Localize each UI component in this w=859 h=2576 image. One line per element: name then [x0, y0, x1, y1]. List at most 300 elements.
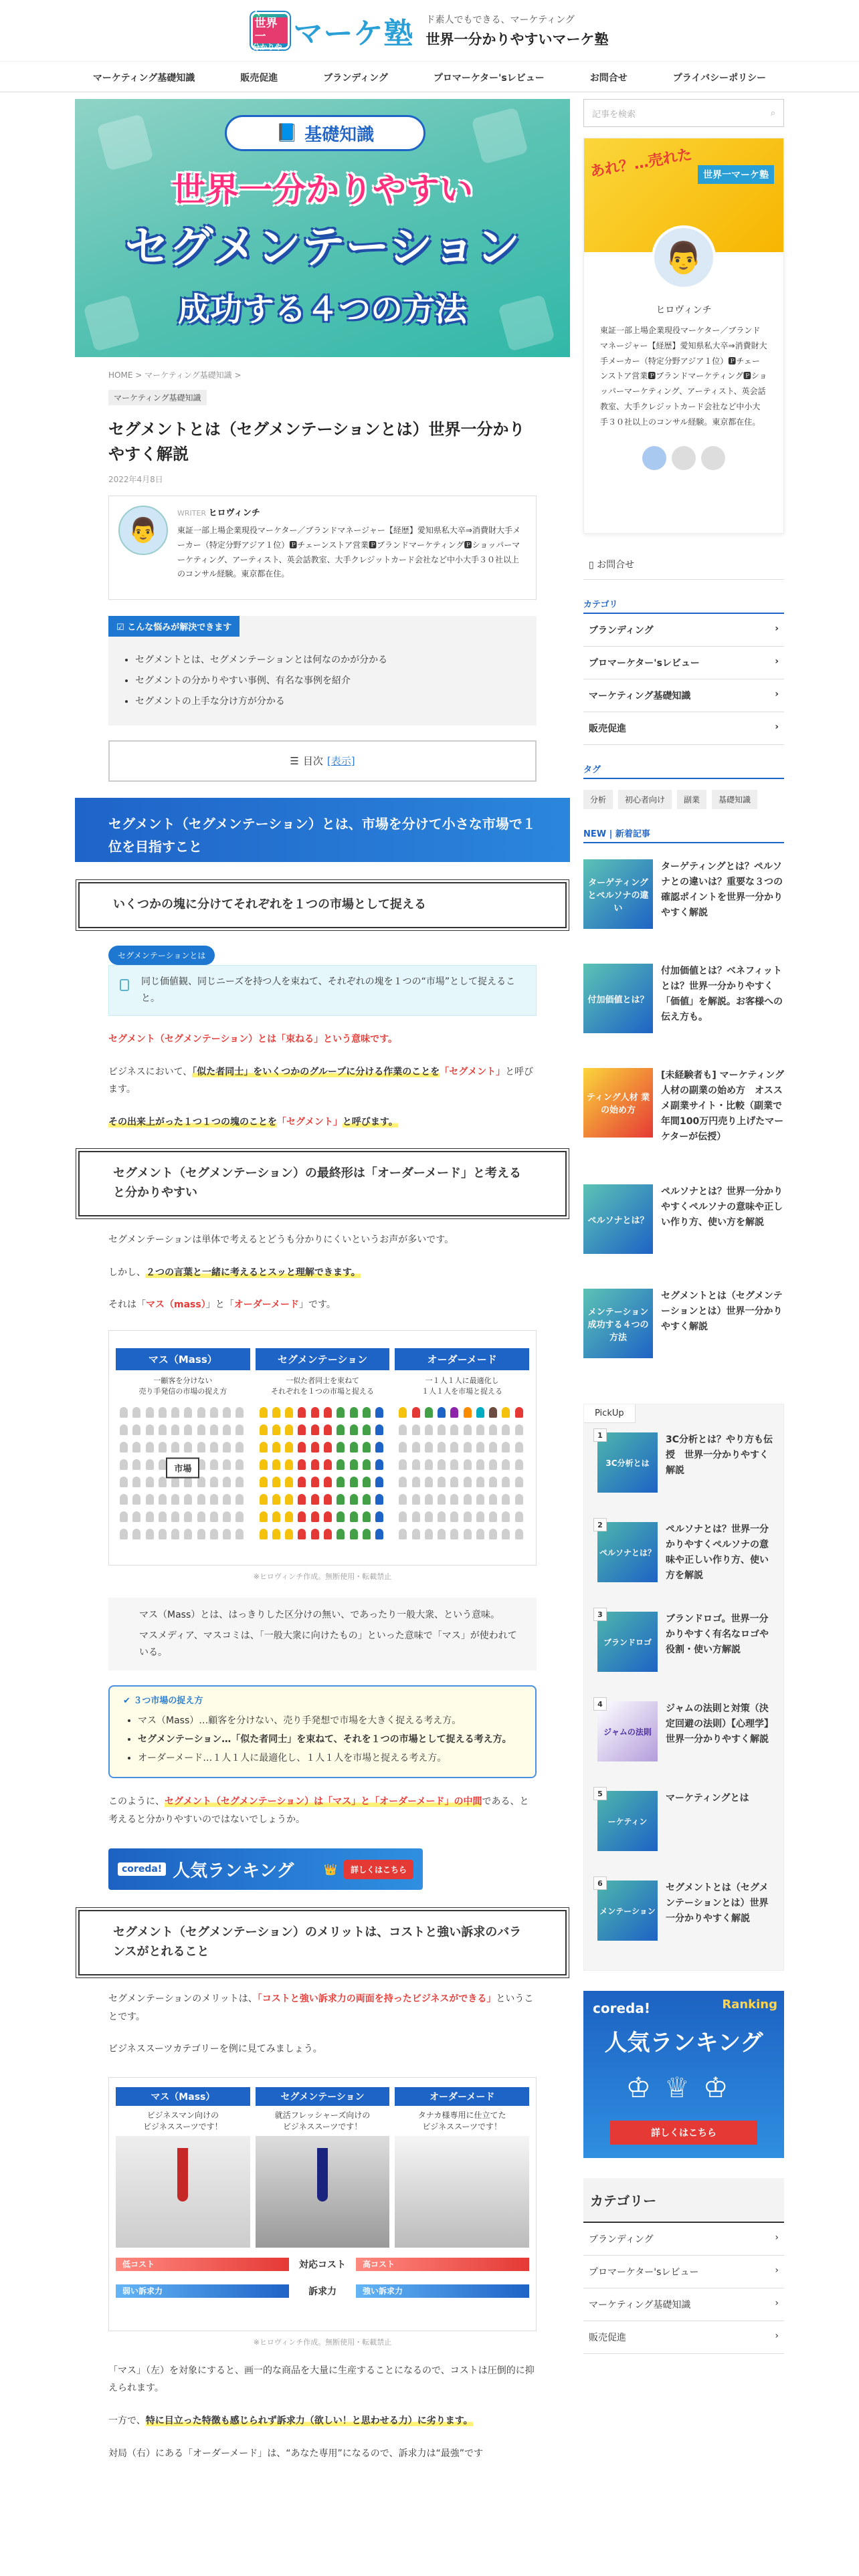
- person-figure: [146, 1529, 154, 1539]
- person-figure: [489, 1477, 497, 1487]
- person-figure: [311, 1529, 319, 1539]
- person-figure: [450, 1494, 458, 1505]
- post-thumbnail: ティング人材 業の始め方: [583, 1068, 653, 1138]
- person-figure: [146, 1511, 154, 1522]
- person-figure: [171, 1494, 179, 1505]
- new-post-item[interactable]: [583, 859, 784, 948]
- person-figure: [502, 1459, 510, 1470]
- post-title[interactable]: セグメントとは（セグメンテーションとは）世界一分かりやすく解説: [661, 1291, 783, 1333]
- person-figure: [159, 1511, 167, 1522]
- new-posts-heading: NEW | 新着記事: [583, 824, 784, 843]
- text: それは「: [108, 1299, 146, 1311]
- nav-item-privacy[interactable]: プライバシーポリシー: [672, 73, 767, 84]
- search-icon[interactable]: ⌕: [770, 108, 775, 118]
- person-figure: [515, 1511, 523, 1522]
- person-figure: [363, 1424, 371, 1435]
- red-text: 「セグメント」: [440, 1066, 506, 1077]
- red-text: 「コストと強い訴求力の両面を持ったビジネスができる」: [257, 1994, 496, 2005]
- appeal-label: 訴求力: [308, 2286, 337, 2297]
- list-item: • オーダーメード…１人１人に最適化し、１人１人を市場と捉える考え方。: [138, 1749, 522, 1767]
- suit-col-segment: [256, 2087, 390, 2248]
- pickup-item[interactable]: [584, 1871, 783, 1961]
- person-figure: [285, 1494, 293, 1505]
- diagram-col-sub: 一似た者同士を束ねて それぞれを１つの市場と捉える: [271, 1376, 374, 1396]
- cost-low-label: 低コスト: [116, 2258, 289, 2271]
- mass-market-label: 市場: [166, 1457, 199, 1478]
- person-figure: [260, 1529, 268, 1539]
- person-figure: [375, 1442, 383, 1453]
- person-figure: [324, 1407, 332, 1418]
- person-figure: [210, 1407, 218, 1418]
- person-figure: [438, 1424, 446, 1435]
- person-figure: [438, 1459, 446, 1470]
- person-figure: [298, 1529, 306, 1539]
- definition-pill: セグメンテーションとは: [108, 946, 215, 965]
- person-figure: [260, 1494, 268, 1505]
- person-figure: [197, 1494, 205, 1505]
- person-figure: [260, 1511, 268, 1522]
- person-figure: [515, 1424, 523, 1435]
- person-figure: [120, 1511, 128, 1522]
- category-chip[interactable]: マーケティング基礎知識: [108, 390, 207, 405]
- person-figure: [464, 1459, 472, 1470]
- person-figure: [502, 1494, 510, 1505]
- text: 」と「: [205, 1299, 234, 1311]
- pickup-item[interactable]: [584, 1782, 783, 1871]
- person-figure: [184, 1511, 192, 1522]
- person-figure: [132, 1424, 140, 1435]
- rank-number: 5: [593, 1787, 607, 1800]
- person-figure: [450, 1511, 458, 1522]
- pickup-panel: [583, 1404, 784, 1971]
- person-figure: [464, 1477, 472, 1487]
- person-figure: [337, 1494, 345, 1505]
- text: ビジネスにおいて、: [108, 1066, 193, 1077]
- person-figure: [324, 1424, 332, 1435]
- person-figure: [337, 1424, 345, 1435]
- person-figure: [375, 1511, 383, 1522]
- tag-chip[interactable]: 基礎知識: [712, 790, 757, 809]
- category-item[interactable]: [583, 2256, 784, 2288]
- tagline-big: 世界一分かりやすいマーケ塾: [425, 31, 609, 47]
- person-figure: [489, 1424, 497, 1435]
- person-figure: [350, 1494, 358, 1505]
- sidebar: [583, 99, 784, 2354]
- person-figure: [438, 1511, 446, 1522]
- person-figure: [184, 1442, 192, 1453]
- profile-name: ヒロヴィンチ: [656, 305, 712, 316]
- person-figure: [298, 1511, 306, 1522]
- person-figure: [425, 1424, 433, 1435]
- person-figure: [375, 1529, 383, 1539]
- toc-toggle[interactable]: [表示]: [326, 755, 355, 768]
- post-title[interactable]: ブランドロゴ。世界一分かりやすく有名なロゴや役割・使い方解説: [666, 1614, 769, 1656]
- person-figure: [285, 1424, 293, 1435]
- person-figure: [223, 1477, 231, 1487]
- person-figure: [311, 1477, 319, 1487]
- search-placeholder: 記事を検索: [592, 109, 636, 120]
- contact-link[interactable]: [583, 554, 784, 580]
- post-title[interactable]: ペルソナとは？世界一分かりやすくペルソナの意味や正しい作り方、使い方を解説: [666, 1524, 769, 1582]
- person-figure: [235, 1459, 244, 1470]
- person-figure: [476, 1424, 484, 1435]
- highlight-text: 「似た者同士」をいくつかのグループに分ける作業のことを: [192, 1066, 440, 1077]
- person-figure: [272, 1442, 280, 1453]
- profile-banner-text: あれ？…売れた: [589, 146, 694, 181]
- category-item[interactable]: [583, 2223, 784, 2256]
- new-post-item[interactable]: [583, 1184, 784, 1273]
- person-figure: [375, 1477, 383, 1487]
- person-figure: [311, 1459, 319, 1470]
- person-figure: [197, 1511, 205, 1522]
- category-heading: カテゴリ: [583, 595, 784, 614]
- nav-item-contact[interactable]: お問合せ: [589, 73, 628, 84]
- person-figure: [285, 1442, 293, 1453]
- person-figure: [210, 1529, 218, 1539]
- person-figure: [285, 1511, 293, 1522]
- new-posts-list: [583, 859, 784, 1377]
- chevron-right-icon: ›: [775, 722, 779, 732]
- social-icon[interactable]: [672, 446, 696, 470]
- person-figure: [438, 1529, 446, 1539]
- definition-quote: [108, 965, 537, 1016]
- person-figure: [184, 1424, 192, 1435]
- suit-col-order: [395, 2087, 529, 2248]
- paragraph: セグメント（セグメンテーション）とは「束ねる」という意味です。: [108, 1033, 398, 1045]
- social-icon[interactable]: [642, 446, 666, 470]
- category-label: マーケティング基礎知識: [589, 691, 691, 702]
- image-credit: ※ヒロヴィンチ作成。無断使用・転載禁止: [253, 1572, 392, 1581]
- new-post-item[interactable]: [583, 964, 784, 1052]
- person-figure: [223, 1459, 231, 1470]
- crown-icon: ♔♕♔: [626, 2071, 742, 2104]
- subsection-heading-3: セグメント（セグメンテーション）のメリットは、コストと強い訴求のバランスがとれること: [78, 1910, 567, 1975]
- people-grid-segment: [256, 1403, 390, 1547]
- person-figure: [450, 1407, 458, 1418]
- person-figure: [146, 1442, 154, 1453]
- person-figure: [132, 1529, 140, 1539]
- worry-heading-label: こんな悩みが解決できます: [127, 623, 232, 633]
- person-figure: [311, 1494, 319, 1505]
- suit-image: [256, 2136, 390, 2247]
- new-post-item[interactable]: [583, 1289, 784, 1377]
- diagram-col-mass: [116, 1348, 250, 1547]
- person-figure: [210, 1442, 218, 1453]
- category-item[interactable]: [583, 647, 784, 679]
- person-figure: [412, 1424, 420, 1435]
- person-figure: [337, 1442, 345, 1453]
- person-figure: [502, 1407, 510, 1418]
- person-figure: [450, 1459, 458, 1470]
- cost-high-label: 高コスト: [356, 2258, 529, 2271]
- person-figure: [464, 1407, 472, 1418]
- person-figure: [363, 1442, 371, 1453]
- person-figure: [399, 1494, 407, 1505]
- author-text: [177, 506, 527, 590]
- post-thumbnail: [597, 1791, 658, 1851]
- nav-item-branding[interactable]: ブランディング: [323, 73, 388, 84]
- person-figure: [350, 1477, 358, 1487]
- person-figure: [450, 1442, 458, 1453]
- tag-heading: タグ: [583, 760, 784, 779]
- category-item[interactable]: [583, 712, 784, 745]
- person-figure: [438, 1494, 446, 1505]
- chevron-right-icon: ›: [775, 689, 779, 700]
- person-figure: [311, 1407, 319, 1418]
- person-figure: [146, 1494, 154, 1505]
- person-figure: [375, 1459, 383, 1470]
- post-thumbnail: [597, 1881, 658, 1941]
- post-thumbnail: [597, 1522, 658, 1582]
- person-figure: [337, 1459, 345, 1470]
- paragraph: セグメンテーションは単体で考えるとどうも分かりにくいというお声が多いです。: [108, 1234, 454, 1245]
- person-figure: [375, 1494, 383, 1505]
- person-figure: [502, 1477, 510, 1487]
- chevron-right-icon: ›: [775, 656, 779, 667]
- post-title[interactable]: マーケティングとは: [666, 1793, 749, 1804]
- note-text: マスメディア、マスコミは、「一般大衆に向けたもの」といった意味で「マス」が使われている。: [139, 1630, 517, 1658]
- red-text: 「セグメント」: [277, 1116, 343, 1128]
- table-of-contents: [108, 740, 537, 782]
- hero-tile: [471, 107, 529, 165]
- tag-list: [583, 790, 784, 809]
- text: しかし、: [108, 1267, 146, 1278]
- suit-col-head: マス（Mass）: [116, 2087, 250, 2106]
- person-figure: [476, 1477, 484, 1487]
- person-figure: [476, 1494, 484, 1505]
- ranking-more-button[interactable]: 詳しくはこちら: [344, 1860, 413, 1879]
- list-item: • マス（Mass）…顧客を分けない、売り手発想で市場を大きく捉える考え方。: [138, 1711, 522, 1730]
- chevron-right-icon: ›: [775, 2265, 779, 2276]
- points-list: [123, 1706, 522, 1767]
- post-title[interactable]: セグメントとは（セグメンテーションとは）世界一分かりやすく解説: [666, 1883, 769, 1925]
- person-figure: [337, 1529, 345, 1539]
- person-figure: [337, 1511, 345, 1522]
- post-thumbnail: ターゲティングとペルソナの違い: [583, 859, 653, 929]
- person-figure: [502, 1424, 510, 1435]
- person-figure: [146, 1407, 154, 1418]
- contact-label: お問合せ: [597, 560, 635, 570]
- person-figure: [502, 1529, 510, 1539]
- post-title[interactable]: 付加価値とは？ベネフィットとは？世界一分かりやすく「価値」を解説。お客様への伝え方も。: [661, 966, 783, 1023]
- person-figure: [425, 1407, 433, 1418]
- person-figure: [132, 1442, 140, 1453]
- ranking-banner[interactable]: [108, 1848, 423, 1890]
- chevron-right-icon: ›: [775, 623, 779, 634]
- post-title[interactable]: ジャムの法則と対策（決定回避の法則）【心理学】世界一分かりやすく解説: [666, 1703, 773, 1745]
- person-figure: [298, 1459, 306, 1470]
- person-figure: [235, 1529, 244, 1539]
- person-figure: [132, 1407, 140, 1418]
- diagram-col-order: [395, 1348, 529, 1547]
- site-logo[interactable]: [251, 0, 414, 60]
- suit-col-mass: [116, 2087, 250, 2248]
- person-figure: [132, 1459, 140, 1470]
- red-text: マス（mass）: [146, 1299, 206, 1311]
- person-figure: [223, 1407, 231, 1418]
- suit-col-head: セグメンテーション: [256, 2087, 390, 2106]
- person-figure: [171, 1511, 179, 1522]
- person-figure: [171, 1529, 179, 1539]
- person-figure: [260, 1407, 268, 1418]
- highlight-text: 特に目立った特徴も感じられず訴求力（欲しい！と思わせる力）に劣ります。: [145, 2416, 473, 2426]
- search-input[interactable]: [583, 99, 784, 127]
- post-title[interactable]: [未経験者も] マーケティング人材の副業の始め方 オススメ副業サイト・比較（副業で年間100万円売り上げたマーケターが伝授）: [661, 1070, 784, 1143]
- tag-chip[interactable]: 副業: [677, 790, 706, 809]
- global-nav: [0, 62, 859, 92]
- author-name[interactable]: ヒロヴィンチ: [208, 508, 260, 519]
- author-box: [108, 496, 537, 600]
- person-figure: [515, 1442, 523, 1453]
- note-text: マス（Mass）とは、はっきりした区分けの無い、であったり一般大衆、という意味。: [139, 1609, 500, 1620]
- tag-chip[interactable]: 初心者向け: [618, 790, 672, 809]
- person-figure: [260, 1477, 268, 1487]
- pickup-item[interactable]: [584, 1602, 783, 1692]
- new-post-item[interactable]: [583, 1068, 784, 1168]
- person-figure: [235, 1424, 244, 1435]
- paragraph: [108, 1264, 537, 1282]
- person-figure: [159, 1407, 167, 1418]
- pickup-item[interactable]: [584, 1692, 783, 1782]
- person-figure: [197, 1407, 205, 1418]
- check-icon: ✔: [123, 1696, 134, 1707]
- thumb-text: ジャムの法則: [603, 1727, 652, 1737]
- person-figure: [363, 1459, 371, 1470]
- sidebar-ranking-banner[interactable]: [583, 1991, 784, 2158]
- person-figure: [120, 1477, 128, 1487]
- pickup-item[interactable]: [584, 1513, 783, 1602]
- person-figure: [197, 1529, 205, 1539]
- ranking-cta-button[interactable]: 詳しくはこちら: [610, 2121, 757, 2145]
- person-figure: [476, 1407, 484, 1418]
- person-figure: [412, 1477, 420, 1487]
- social-icon[interactable]: [701, 446, 725, 470]
- diagram-panel: [108, 1330, 537, 1566]
- person-figure: [425, 1442, 433, 1453]
- person-figure: [285, 1477, 293, 1487]
- person-figure: [210, 1424, 218, 1435]
- person-figure: [489, 1494, 497, 1505]
- person-figure: [146, 1459, 154, 1470]
- rank-number: 4: [593, 1697, 607, 1711]
- person-figure: [184, 1494, 192, 1505]
- person-figure: [337, 1407, 345, 1418]
- person-figure: [260, 1442, 268, 1453]
- highlight-text: ２つの言葉と一緒に考えるとスッと理解できます。: [146, 1267, 361, 1278]
- post-title[interactable]: ペルソナとは？世界一分かりやすくペルソナの意味や正しい作り方、使い方を解説: [661, 1186, 783, 1228]
- person-figure: [210, 1459, 218, 1470]
- person-figure: [350, 1511, 358, 1522]
- person-figure: [324, 1442, 332, 1453]
- avatar: 👨: [652, 225, 716, 290]
- appeal-strong-label: 強い訴求力: [356, 2284, 529, 2298]
- person-figure: [425, 1477, 433, 1487]
- person-figure: [464, 1442, 472, 1453]
- category-item[interactable]: [583, 2288, 784, 2321]
- rank-number: 1: [593, 1428, 607, 1442]
- pickup-tab[interactable]: PickUp: [584, 1404, 636, 1423]
- person-figure: [272, 1477, 280, 1487]
- worry-list: [108, 641, 537, 718]
- text: セグメンテーションのメリットは、: [108, 1994, 258, 2005]
- chevron-right-icon: ›: [775, 2232, 779, 2243]
- person-figure: [515, 1529, 523, 1539]
- person-figure: [311, 1424, 319, 1435]
- hero-image: [75, 99, 570, 357]
- text: 」です。: [299, 1299, 336, 1311]
- points-heading: [123, 1693, 522, 1706]
- post-thumbnail: ペルソナとは？: [583, 1184, 653, 1254]
- definition-text: 同じ価値観、同じニーズを持つ人を束ねて、それぞれの塊を１つの“市場”として捉えること。: [141, 976, 516, 1004]
- logo-badge-mid: 世界一: [253, 17, 288, 43]
- worry-heading: [108, 616, 240, 637]
- nav-item-promotion[interactable]: 販売促進: [240, 73, 278, 84]
- category-item[interactable]: [583, 2321, 784, 2354]
- person-figure: [450, 1529, 458, 1539]
- person-figure: [298, 1407, 306, 1418]
- hero-badge: [225, 115, 425, 151]
- person-figure: [298, 1424, 306, 1435]
- category-label: マーケティング基礎知識: [589, 2300, 691, 2311]
- people-grid-mass: [116, 1403, 250, 1547]
- category-item[interactable]: [583, 614, 784, 647]
- category-label: 販売促進: [589, 724, 626, 734]
- person-figure: [298, 1442, 306, 1453]
- post-thumbnail: [597, 1612, 658, 1672]
- text: である、と考えると分かりやすいのではないでしょうか。: [108, 1796, 529, 1825]
- nav-item-reviews[interactable]: プロマーケター'sレビュー: [433, 73, 545, 84]
- tagline-small: ド素人でもできる、マーケティング: [425, 14, 575, 25]
- person-figure: [223, 1494, 231, 1505]
- person-figure: [425, 1459, 433, 1470]
- category-item[interactable]: [583, 679, 784, 712]
- category-label: 販売促進: [589, 2333, 626, 2343]
- subsection-heading-2: セグメント（セグメンテーション）の最終形は「オーダーメード」と考えると分かりやすい: [78, 1151, 567, 1216]
- person-figure: [412, 1442, 420, 1453]
- paragraph: [108, 1296, 537, 1314]
- post-title[interactable]: ターゲティングとは？ペルソナとの違いは？重要な３つの確認ポイントを世界一分かりやすく解説: [661, 861, 783, 919]
- hero-subtitle: 世界一分かりやすい: [172, 171, 473, 209]
- diagram-col-segment: [256, 1348, 390, 1547]
- breadcrumb[interactable]: HOME > マーケティング基礎知識 >: [108, 370, 242, 380]
- coreda-logo: coreda!: [118, 1862, 166, 1876]
- profile-banner-brand: 世界一マーケ塾: [698, 165, 774, 184]
- suit-col-sub: タナカ様専用に仕立てた ビジネススーツです！: [417, 2110, 506, 2131]
- person-figure: [350, 1459, 358, 1470]
- article-main: [75, 99, 570, 2462]
- post-thumbnail: [597, 1432, 658, 1493]
- person-figure: [324, 1477, 332, 1487]
- profile-card: [583, 138, 784, 534]
- post-title[interactable]: 3C分析とは？やり方も伝授 世界一分かりやすく解説: [666, 1434, 773, 1477]
- red-text: セグメント（セグメンテーション）は「マス」と「オーダーメード」の中間: [165, 1796, 482, 1808]
- nav-item-basics[interactable]: マーケティング基礎知識: [92, 73, 195, 84]
- diagram-col-head: セグメンテーション: [256, 1348, 390, 1370]
- pickup-item[interactable]: [584, 1423, 783, 1513]
- social-links: [584, 446, 783, 470]
- person-figure: [412, 1494, 420, 1505]
- person-figure: [476, 1442, 484, 1453]
- post-date: 2022年4月8日: [108, 475, 163, 485]
- rank-number: 6: [593, 1876, 607, 1890]
- person-figure: [120, 1494, 128, 1505]
- ranking-title: 人気ランキング: [604, 2030, 763, 2056]
- tag-chip[interactable]: 分析: [583, 790, 613, 809]
- person-figure: [285, 1529, 293, 1539]
- thumb-text: ーケティン: [607, 1816, 648, 1826]
- hero-badge-label: 基礎知識: [304, 124, 375, 145]
- person-figure: [515, 1459, 523, 1470]
